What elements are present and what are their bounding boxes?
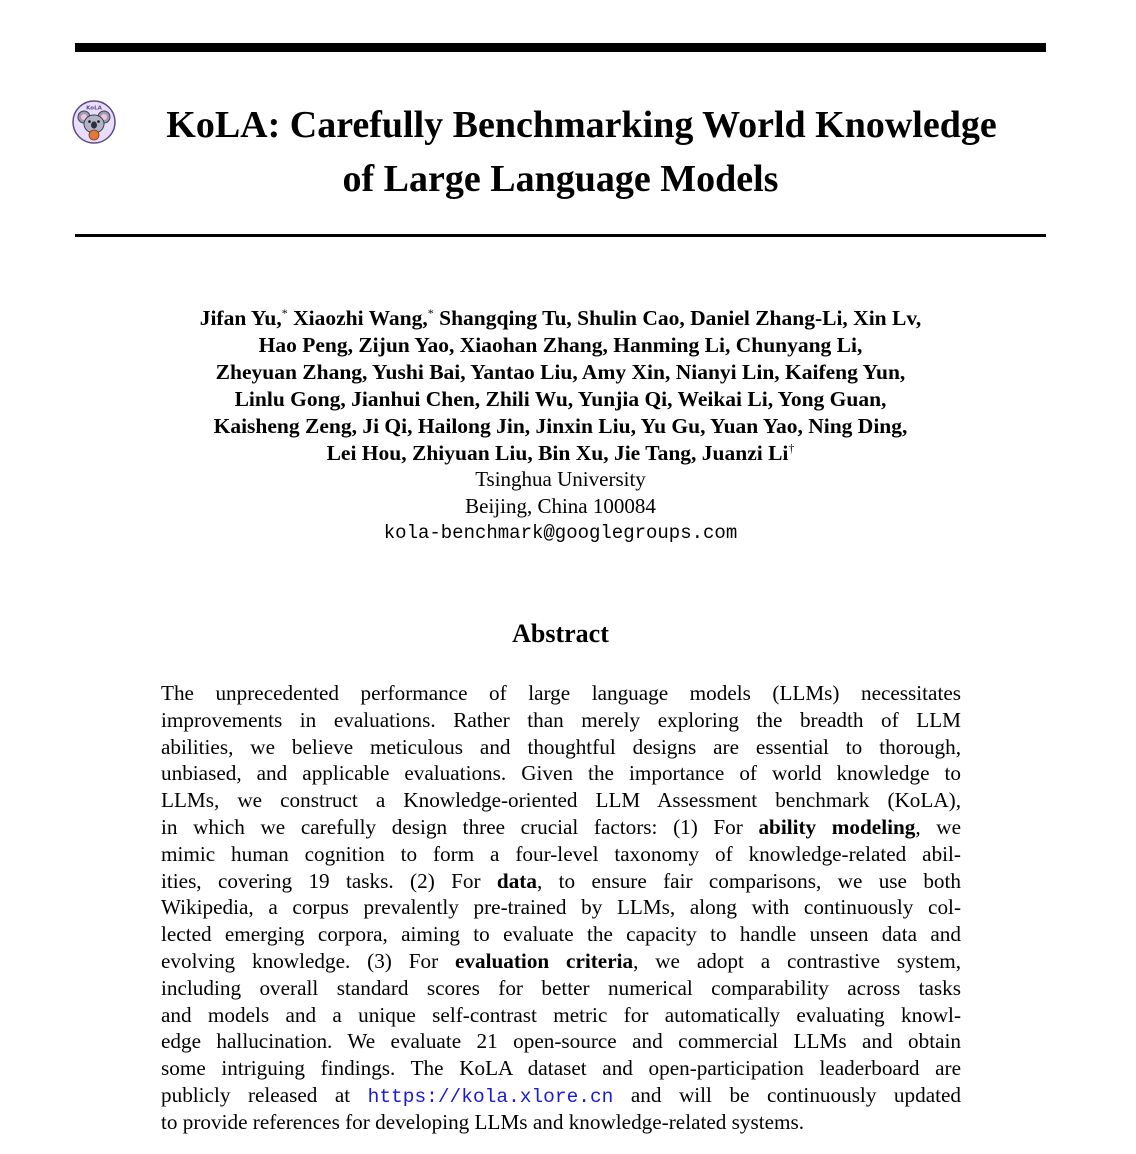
emphasis-evaluation-criteria: evaluation criteria xyxy=(455,948,634,973)
abstract-body xyxy=(161,680,961,1136)
emphasis-data: data xyxy=(496,868,537,893)
author-line-5: Kaisheng Zeng, Ji Qi, Hailong Jin, Jinxin Liu, Yu Gu, Yuan Yao, Ning Ding, xyxy=(213,414,908,438)
abstract-line: lected emerging corpora, aiming to evaluate the capacity to handle unseen data and xyxy=(161,922,961,947)
author-line-3: Zheyuan Zhang, Yushi Bai, Yantao Liu, Amy Xin, Nianyi Lin, Kaifeng Yun, xyxy=(215,360,906,384)
title-line-1: KoLA: Carefully Benchmarking World Knowledge xyxy=(166,104,997,146)
author-line-1: Jifan Yu,* Xiaozhi Wang,* Shangqing Tu, Shulin Cao, Daniel Zhang-Li, Xin Lv, xyxy=(199,305,922,330)
abstract-line: and models and a unique self-contrast metric for automatically evaluating knowl- xyxy=(161,1002,961,1027)
top-rule xyxy=(75,43,1046,52)
author-line-6: Lei Hou, Zhiyuan Liu, Bin Xu, Jie Tang, Juanzi Li† xyxy=(326,440,795,465)
abstract-line: evolving knowledge. (3) For evaluation criteria, we adopt a contrastive system, xyxy=(161,948,961,973)
contact-email: kola-benchmark@googlegroups.com xyxy=(383,522,738,544)
abstract-line: ities, covering 19 tasks. (2) For data, to ensure fair comparisons, we use both xyxy=(161,868,961,893)
emphasis-ability-modeling: ability modeling xyxy=(758,814,916,839)
author-line-2: Hao Peng, Zijun Yao, Xiaohan Zhang, Hanming Li, Chunyang Li, xyxy=(258,333,863,357)
abstract-line: improvements in evaluations. Rather than merely exploring the breadth of LLM xyxy=(161,707,961,732)
bottom-rule xyxy=(75,234,1046,237)
abstract-heading: Abstract xyxy=(512,619,609,648)
abstract-line: in which we carefully design three crucial factors: (1) For ability modeling, we xyxy=(161,814,961,839)
author-line-4: Linlu Gong, Jianhui Chen, Zhili Wu, Yunjia Qi, Weikai Li, Yong Guan, xyxy=(234,387,887,411)
abstract-line: edge hallucination. We evaluate 21 open-source and commercial LLMs and obtain xyxy=(161,1029,961,1054)
paper-title xyxy=(75,98,1046,206)
kola-website-link[interactable]: https://kola.xlore.cn xyxy=(367,1085,614,1108)
equal-contribution-mark: * xyxy=(427,305,434,320)
abstract-line: mimic human cognition to form a four-level taxonomy of knowledge-related abil- xyxy=(161,841,961,866)
abstract-line: LLMs, we construct a Knowledge-oriented LLM Assessment benchmark (KoLA), xyxy=(161,788,961,813)
equal-contribution-mark: * xyxy=(281,305,288,320)
abstract-line: some intriguing findings. The KoLA dataset and open-participation leaderboard are xyxy=(161,1056,961,1081)
abstract-line: to provide references for developing LLMs and knowledge-related systems. xyxy=(161,1109,805,1134)
abstract-line: The unprecedented performance of large language models (LLMs) necessitates xyxy=(161,681,961,705)
institution: Tsinghua University xyxy=(475,467,646,491)
abstract-line: abilities, we believe meticulous and thoughtful designs are essential to thorough, xyxy=(161,734,961,759)
affiliation xyxy=(75,466,1046,547)
address: Beijing, China 100084 xyxy=(465,494,656,518)
abstract-line: including overall standard scores for better numerical comparability across tasks xyxy=(161,975,961,1000)
svg-text:KoLA: KoLA xyxy=(86,105,102,112)
abstract-line: publicly released at https://kola.xlore.cn and will be continuously updated xyxy=(161,1082,961,1108)
abstract-line: unbiased, and applicable evaluations. Given the importance of world knowledge to xyxy=(161,761,961,786)
abstract-line: Wikipedia, a corpus prevalently pre-trained by LLMs, along with continuously col- xyxy=(161,895,961,920)
corresponding-author-mark: † xyxy=(788,440,795,455)
title-line-2: of Large Language Models xyxy=(342,158,779,200)
author-list xyxy=(75,305,1046,467)
